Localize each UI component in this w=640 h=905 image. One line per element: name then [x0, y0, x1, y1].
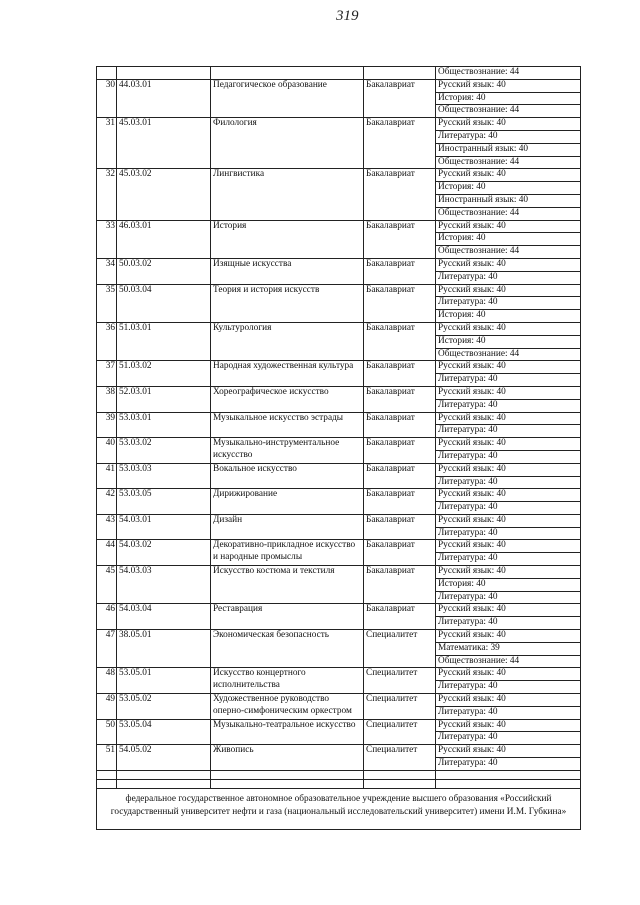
row-number	[97, 67, 117, 80]
table-row	[97, 668, 581, 681]
program-name: Изящные искусства	[211, 258, 364, 284]
subject-min-score: Обществознание: 44	[436, 67, 581, 80]
subject-min-score: Литература: 40	[436, 617, 581, 630]
row-number: 51	[97, 745, 117, 771]
empty-cell	[436, 779, 581, 788]
education-level: Бакалавриат	[364, 322, 436, 360]
table-row	[97, 322, 581, 335]
education-level: Специалитет	[364, 719, 436, 745]
row-number: 33	[97, 220, 117, 258]
subject-min-score: Иностранный язык: 40	[436, 194, 581, 207]
education-level: Бакалавриат	[364, 284, 436, 322]
subject-min-score: Литература: 40	[436, 399, 581, 412]
table-row	[97, 386, 581, 399]
empty-row	[97, 770, 581, 779]
row-number: 50	[97, 719, 117, 745]
program-code: 44.03.01	[117, 79, 211, 117]
program-name: Дирижирование	[211, 489, 364, 515]
subject-min-score: Русский язык: 40	[436, 514, 581, 527]
subject-min-score: Русский язык: 40	[436, 79, 581, 92]
program-name	[211, 67, 364, 80]
subject-min-score: История: 40	[436, 92, 581, 105]
subject-min-score: Литература: 40	[436, 450, 581, 463]
table-row	[97, 630, 581, 643]
subject-min-score: Литература: 40	[436, 476, 581, 489]
row-number: 30	[97, 79, 117, 117]
subject-min-score: Литература: 40	[436, 297, 581, 310]
subject-min-score: История: 40	[436, 310, 581, 323]
subject-min-score: Обществознание: 44	[436, 655, 581, 668]
table-row	[97, 258, 581, 271]
row-number: 31	[97, 118, 117, 169]
table-row	[97, 79, 581, 92]
education-level: Бакалавриат	[364, 540, 436, 566]
subject-min-score: Литература: 40	[436, 706, 581, 719]
row-number: 45	[97, 566, 117, 604]
subject-min-score: Литература: 40	[436, 130, 581, 143]
program-name: История	[211, 220, 364, 258]
subject-min-score: Русский язык: 40	[436, 668, 581, 681]
row-number: 43	[97, 514, 117, 540]
table-row	[97, 540, 581, 553]
education-level: Бакалавриат	[364, 361, 436, 387]
program-name: Музыкально-инструментальное искусство	[211, 438, 364, 464]
subject-min-score: Русский язык: 40	[436, 540, 581, 553]
empty-cell	[364, 779, 436, 788]
subject-min-score: Русский язык: 40	[436, 630, 581, 643]
subject-min-score: История: 40	[436, 233, 581, 246]
subject-min-score: Литература: 40	[436, 271, 581, 284]
program-code: 54.03.04	[117, 604, 211, 630]
program-name: Искусство костюма и текстиля	[211, 566, 364, 604]
table-row	[97, 220, 581, 233]
subject-min-score: Литература: 40	[436, 732, 581, 745]
program-code: 50.03.02	[117, 258, 211, 284]
subject-min-score: Русский язык: 40	[436, 438, 581, 451]
subject-min-score: Русский язык: 40	[436, 694, 581, 707]
table-row	[97, 284, 581, 297]
empty-cell	[117, 770, 211, 779]
program-code: 46.03.01	[117, 220, 211, 258]
program-name: Искусство концертного исполнительства	[211, 668, 364, 694]
program-name: Педагогическое образование	[211, 79, 364, 117]
table-row	[97, 489, 581, 502]
subject-min-score: Русский язык: 40	[436, 361, 581, 374]
education-level: Специалитет	[364, 668, 436, 694]
table-row	[97, 719, 581, 732]
subject-min-score: Литература: 40	[436, 527, 581, 540]
subject-min-score: Русский язык: 40	[436, 322, 581, 335]
program-name: Декоративно-прикладное искусство и народные промыслы	[211, 540, 364, 566]
program-code: 53.03.02	[117, 438, 211, 464]
subject-min-score: Обществознание: 44	[436, 246, 581, 259]
subject-min-score: Русский язык: 40	[436, 719, 581, 732]
program-name: Художественное руководство оперно-симфоническим оркестром	[211, 694, 364, 720]
program-code: 52.03.01	[117, 386, 211, 412]
empty-row	[97, 779, 581, 788]
program-code: 53.05.02	[117, 694, 211, 720]
program-code: 53.05.01	[117, 668, 211, 694]
row-number: 35	[97, 284, 117, 322]
education-level: Бакалавриат	[364, 386, 436, 412]
program-name: Музыкально-театральное искусство	[211, 719, 364, 745]
subject-min-score: Литература: 40	[436, 374, 581, 387]
subject-min-score: Математика: 39	[436, 642, 581, 655]
row-number: 42	[97, 489, 117, 515]
subject-min-score: Русский язык: 40	[436, 604, 581, 617]
table-row	[97, 169, 581, 182]
table-row	[97, 361, 581, 374]
program-name: Филология	[211, 118, 364, 169]
subject-min-score: Иностранный язык: 40	[436, 143, 581, 156]
row-number: 47	[97, 630, 117, 668]
table-row	[97, 604, 581, 617]
subject-min-score: Литература: 40	[436, 425, 581, 438]
education-level: Специалитет	[364, 745, 436, 771]
program-code: 45.03.01	[117, 118, 211, 169]
table-row	[97, 514, 581, 527]
education-level: Бакалавриат	[364, 463, 436, 489]
empty-cell	[97, 779, 117, 788]
admission-table	[96, 66, 581, 830]
subject-min-score: Обществознание: 44	[436, 156, 581, 169]
program-code: 53.03.03	[117, 463, 211, 489]
subject-min-score: Литература: 40	[436, 591, 581, 604]
row-number: 32	[97, 169, 117, 220]
program-code: 54.03.02	[117, 540, 211, 566]
row-number: 44	[97, 540, 117, 566]
subject-min-score: Русский язык: 40	[436, 463, 581, 476]
program-code	[117, 67, 211, 80]
program-name: Дизайн	[211, 514, 364, 540]
row-number: 38	[97, 386, 117, 412]
program-name: Лингвистика	[211, 169, 364, 220]
education-level: Бакалавриат	[364, 604, 436, 630]
education-level: Специалитет	[364, 694, 436, 720]
row-number: 34	[97, 258, 117, 284]
subject-min-score: История: 40	[436, 335, 581, 348]
subject-min-score: Литература: 40	[436, 681, 581, 694]
table-row	[97, 694, 581, 707]
program-name: Экономическая безопасность	[211, 630, 364, 668]
row-number: 48	[97, 668, 117, 694]
university-name: федеральное государственное автономное образовательное учреждение высшего образования «Российский государственный университет нефти и газа (национальный исследовательский университет) имени И.М. Губкина»	[97, 788, 581, 829]
row-number: 37	[97, 361, 117, 387]
subject-min-score: Русский язык: 40	[436, 220, 581, 233]
program-code: 51.03.01	[117, 322, 211, 360]
program-code: 50.03.04	[117, 284, 211, 322]
education-level: Специалитет	[364, 630, 436, 668]
table-row	[97, 745, 581, 758]
row-number: 36	[97, 322, 117, 360]
subject-min-score: История: 40	[436, 182, 581, 195]
program-name: Культурология	[211, 322, 364, 360]
subject-min-score: Русский язык: 40	[436, 169, 581, 182]
row-number: 49	[97, 694, 117, 720]
education-level	[364, 67, 436, 80]
program-code: 53.03.01	[117, 412, 211, 438]
empty-cell	[364, 770, 436, 779]
subject-min-score: Обществознание: 44	[436, 207, 581, 220]
program-name: Живопись	[211, 745, 364, 771]
program-code: 38.05.01	[117, 630, 211, 668]
empty-cell	[211, 779, 364, 788]
table-row	[97, 412, 581, 425]
row-number: 41	[97, 463, 117, 489]
subject-min-score: Русский язык: 40	[436, 284, 581, 297]
subject-min-score: Обществознание: 44	[436, 105, 581, 118]
page-number: 319	[336, 8, 359, 24]
empty-cell	[117, 779, 211, 788]
footer-row	[97, 788, 581, 829]
subject-min-score: Русский язык: 40	[436, 745, 581, 758]
education-level: Бакалавриат	[364, 514, 436, 540]
subject-min-score: Литература: 40	[436, 758, 581, 771]
program-code: 54.03.01	[117, 514, 211, 540]
subject-min-score: Русский язык: 40	[436, 118, 581, 131]
program-code: 54.05.02	[117, 745, 211, 771]
program-code: 53.05.04	[117, 719, 211, 745]
education-level: Бакалавриат	[364, 412, 436, 438]
program-name: Хореографическое искусство	[211, 386, 364, 412]
education-level: Бакалавриат	[364, 118, 436, 169]
program-name: Народная художественная культура	[211, 361, 364, 387]
program-name: Музыкальное искусство эстрады	[211, 412, 364, 438]
row-number: 40	[97, 438, 117, 464]
table-row	[97, 118, 581, 131]
subject-min-score: Русский язык: 40	[436, 566, 581, 579]
subject-min-score: Обществознание: 44	[436, 348, 581, 361]
education-level: Бакалавриат	[364, 489, 436, 515]
education-level: Бакалавриат	[364, 566, 436, 604]
empty-cell	[211, 770, 364, 779]
row-number: 46	[97, 604, 117, 630]
program-name: Теория и история искусств	[211, 284, 364, 322]
subject-min-score: Литература: 40	[436, 502, 581, 515]
subject-min-score: История: 40	[436, 578, 581, 591]
program-code: 51.03.02	[117, 361, 211, 387]
education-level: Бакалавриат	[364, 258, 436, 284]
row-number: 39	[97, 412, 117, 438]
program-code: 45.03.02	[117, 169, 211, 220]
education-level: Бакалавриат	[364, 438, 436, 464]
empty-cell	[97, 770, 117, 779]
table-row	[97, 438, 581, 451]
table-row	[97, 67, 581, 80]
subject-min-score: Литература: 40	[436, 553, 581, 566]
subject-min-score: Русский язык: 40	[436, 386, 581, 399]
subject-min-score: Русский язык: 40	[436, 412, 581, 425]
program-name: Вокальное искусство	[211, 463, 364, 489]
education-level: Бакалавриат	[364, 79, 436, 117]
empty-cell	[436, 770, 581, 779]
program-name: Реставрация	[211, 604, 364, 630]
table-row	[97, 566, 581, 579]
subject-min-score: Русский язык: 40	[436, 258, 581, 271]
subject-min-score: Русский язык: 40	[436, 489, 581, 502]
program-code: 54.03.03	[117, 566, 211, 604]
program-code: 53.03.05	[117, 489, 211, 515]
table-body	[97, 67, 581, 830]
education-level: Бакалавриат	[364, 220, 436, 258]
education-level: Бакалавриат	[364, 169, 436, 220]
table-row	[97, 463, 581, 476]
